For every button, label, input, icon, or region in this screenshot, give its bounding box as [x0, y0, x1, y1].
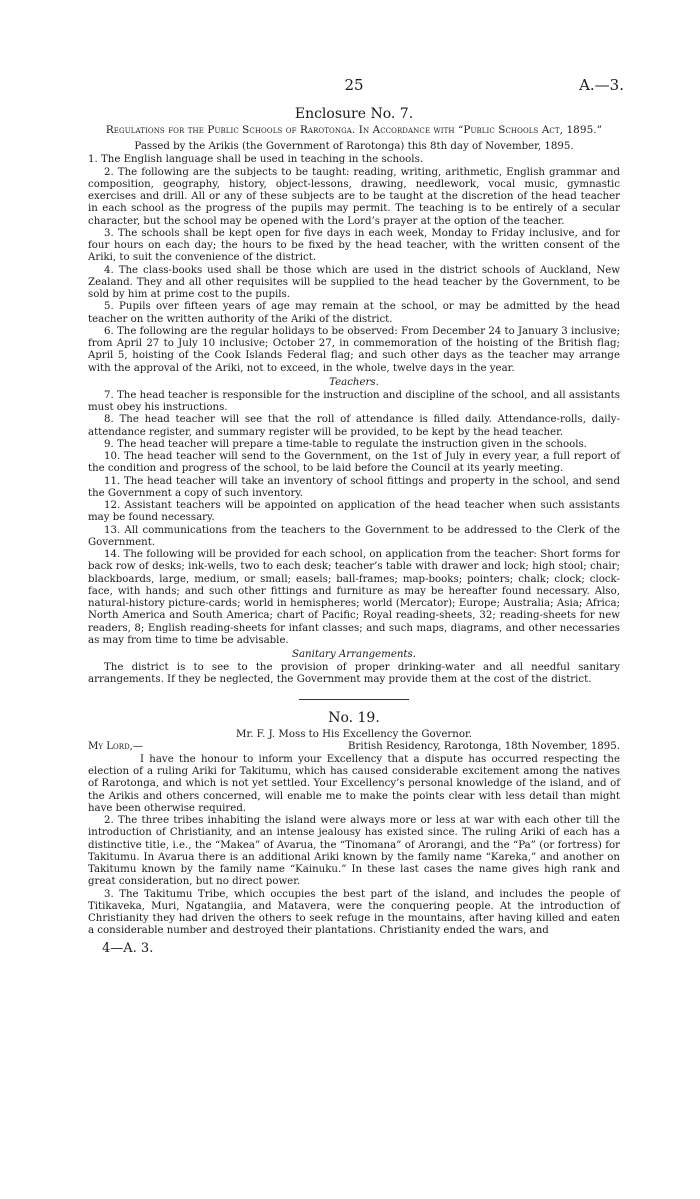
paragraph-3: 3. The schools shall be kept open for five days in each week, Monday to Friday inclusive, and for four hours on each day; the hours to be fixed by the head teacher, with the written consent of the Ariki, to suit the convenience of the district. — [88, 227, 620, 264]
document-page — [88, 76, 624, 956]
paragraph-2: 2. The following are the subjects to be taught: reading, writing, arithmetic, English grammar and composition, geography, history, object-lessons, drawing, needlework, vocal music, gymnastic exercises and drill. All or any of these subjects are to be taught at the discretion of the head teacher in each school as the progress of the pupils may permit. The teaching is to be entirely of a secular character, but the school may be opened with the Lord’s prayer at the option of the teacher. — [88, 166, 620, 227]
letter-paragraph-2: 2. The three tribes inhabiting the island were always more or less at war with each other till the introduction of Christianity, and an intense jealousy has existed since. The ruling Ariki of each has a distinctive title, i.e., the “Makea” of Avarua, the “Tinomana” of Arorangi, and the “Pa” (or fortress) for Takitumu. In Avarua there is an additional Ariki known by the family name “Kareka,” and another on Takitumu known by the family name “Kainuku.” In these last cases the name gives high rank and great consideration, but no direct power. — [88, 815, 620, 888]
document-code: A.—3. — [579, 76, 624, 94]
paragraph-7: 7. The head teacher is responsible for the instruction and discipline of the school, and all assistants must obey his instructions. — [88, 389, 620, 413]
paragraph-9: 9. The head teacher will prepare a time-table to regulate the instruction given in the schools. — [104, 438, 587, 450]
sanitary-heading: Sanitary Arrangements. — [292, 649, 416, 660]
letter-heading: No. 19. — [328, 709, 380, 726]
enclosure-heading: Enclosure No. 7. — [294, 106, 414, 122]
passed-line: Passed by the Arikis (the Government of Rarotonga) this 8th day of November, 1895. — [134, 141, 574, 152]
salutation: My Lord,— — [88, 740, 144, 752]
section-divider — [299, 699, 409, 700]
paragraph-5: 5. Pupils over fifteen years of age may remain at the school, or may be admitted by the head teacher on the written authority of the Ariki of the district. — [88, 301, 620, 325]
paragraph-4: 4. The class-books used shall be those which are used in the district schools of Auckland, New Zealand. They and all other requisites will be supplied to the head teacher by the Government, to be sold by him at prime cost to the pupils. — [88, 264, 620, 300]
paragraph-13: 13. All communications from the teachers to the Government to be addressed to the Clerk of the Government. — [88, 524, 620, 548]
sanitary-paragraph: The district is to see to the provision of proper drinking-water and all needful sanitary arrangements. If they be neglected, the Government may provide them at the cost of the district. — [88, 662, 620, 686]
paragraph-14: 14. The following will be provided for each school, on application from the teacher: Short forms for back row of desks; ink-wells, two to each desk; teacher’s table with drawer and lock; high stool; chair; blackboards, large, medium, or small; easels; ball-frames; map-books; pointers; chalk; clock; clock-face, with hands; and such other fittings and furniture as may be hereafter found necessary. Also, natural-history picture-cards; world in hemispheres; world (Mercator); Europe; Australia; Asia; Africa; North America and South America; chart of Pacific; Royal reading-sheets, 32; reading-sheets for new readers, 8; English reading-sheets for infant classes; and such maps, diagrams, and other necessaries as may from time to time be advisable. — [88, 549, 620, 646]
letter-from-to: Mr. F. J. Moss to His Excellency the Governor. — [236, 728, 472, 740]
regulations-title: Regulations for the Public Schools of Rarotonga. In Accordance with “Public Schools Act, 1895.” — [105, 124, 603, 136]
page-number: 25 — [344, 76, 364, 94]
paragraph-10: 10. The head teacher will send to the Government, on the 1st of July in every year, a full report of the condition and progress of the school, to be laid before the Council at its yearly meeting. — [88, 451, 620, 475]
letter-paragraph-3: 3. The Takitumu Tribe, which occupies the best part of the island, and includes the people of Titikaveka, Muri, Ngatangiia, and Matavera, were the conquering people. At the introduction of Christianity they had driven the others to seek refuge in the mountains, after having killed and eaten a considerable number and destroyed their plantations. Christianity ended the wars, and — [88, 888, 620, 937]
paragraph-11: 11. The head teacher will take an inventory of school fittings and property in the school, and send the Government a copy of such inventory. — [88, 475, 620, 499]
paragraph-8: 8. The head teacher will see that the roll of attendance is filled daily. Attendance-rolls, daily-attendance register, and summary register will be provided, to be kept by the head teacher. — [88, 414, 620, 438]
paragraph-6: 6. The following are the regular holidays to be observed: From December 24 to January 3 inclusive; from April 27 to July 10 inclusive; October 27, in commemoration of the hoisting of the British flag; April 5, hoisting of the Cook Islands Federal flag; and such other days as the teacher may arrange with the approval of the Ariki, not to exceed, in the whole, twelve days in the year. — [88, 325, 620, 374]
page-signature: 4—A. 3. — [102, 940, 154, 956]
paragraph-12: 12. Assistant teachers will be appointed on application of the head teacher when such assistants may be found necessary. — [88, 500, 620, 524]
teachers-heading: Teachers. — [329, 376, 379, 388]
place-date: British Residency, Rarotonga, 18th November, 1895. — [347, 740, 620, 752]
letter-paragraph-1: I have the honour to inform your Excellency that a dispute has occurred respecting the election of a ruling Ariki for Takitumu, which has caused considerable excitement among the natives of Rarotonga, and which is not yet settled. Your Excellency’s personal knowledge of the island, and of the Arikis and others concerned, will enable me to make the points clear with less detail than might have been otherwise required. — [88, 753, 620, 814]
page-header — [88, 76, 624, 102]
salutation-line — [88, 741, 620, 754]
paragraph-1: 1. The English language shall be used in teaching in the schools. — [88, 154, 424, 166]
